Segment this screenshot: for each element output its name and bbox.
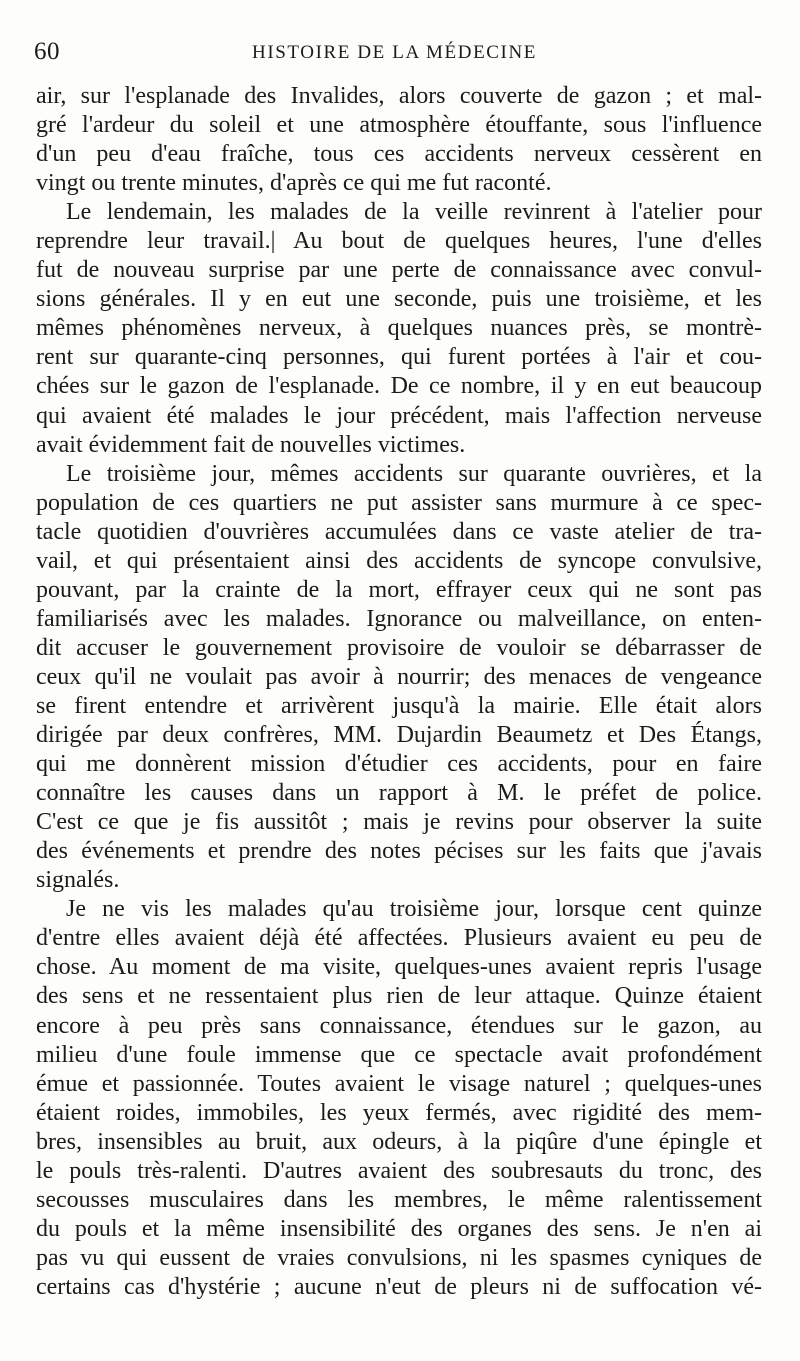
text-line: qui me donnèrent mission d'étudier ces accidents, pour en faire	[36, 751, 762, 778]
text-line: pas vu qui eussent de vraies convulsions, ni les spasmes cyniques de	[36, 1244, 762, 1271]
page-number: 60	[34, 38, 60, 65]
text-line: Le troisième jour, mêmes accidents sur quarante ouvrières, et la	[66, 460, 762, 487]
text-line: rent sur quarante-cinq personnes, qui furent portées à l'air et cou-	[36, 344, 762, 371]
text-line: connaître les causes dans un rapport à M. le préfet de police.	[36, 780, 762, 807]
text-line: se firent entendre et arrivèrent jusqu'à la mairie. Elle était alors	[36, 692, 762, 719]
text-line: vail, et qui présentaient ainsi des accidents de syncope convulsive,	[36, 547, 762, 574]
text-line: encore à peu près sans connaissance, étendues sur le gazon, au	[36, 1012, 762, 1039]
text-line: du pouls et la même insensibilité des organes des sens. Je n'en ai	[36, 1215, 762, 1242]
text-line: chose. Au moment de ma visite, quelques-unes avaient repris l'usage	[36, 954, 762, 981]
text-line: fut de nouveau surprise par une perte de connaissance avec convul-	[36, 257, 762, 284]
text-line: le pouls très-ralenti. D'autres avaient des soubresauts du tronc, des	[36, 1157, 762, 1184]
text-line: bres, insensibles au bruit, aux odeurs, à la piqûre d'une épingle et	[36, 1128, 762, 1155]
text-line: certains cas d'hystérie ; aucune n'eut de pleurs ni de suffocation vé-	[36, 1273, 762, 1300]
text-line: étaient roides, immobiles, les yeux fermés, avec rigidité des mem-	[36, 1099, 762, 1126]
text-line: dit accuser le gouvernement provisoire de vouloir se débarrasser de	[36, 634, 762, 661]
text-line: Le lendemain, les malades de la veille revinrent à l'atelier pour	[66, 199, 762, 226]
text-line: air, sur l'esplanade des Invalides, alors couverte de gazon ; et mal-	[36, 83, 762, 109]
text-line: émue et passionnée. Toutes avaient le visage naturel ; quelques-unes	[36, 1070, 762, 1097]
text-line: qui avaient été malades le jour précédent, mais l'affection nerveuse	[36, 402, 762, 429]
text-line: des sens et ne ressentaient plus rien de leur attaque. Quinze étaient	[36, 983, 762, 1010]
text-line: d'un peu d'eau fraîche, tous ces accidents nerveux cessèrent en	[36, 141, 762, 168]
text-line: avait évidemment fait de nouvelles victimes.	[36, 431, 466, 458]
text-line: pouvant, par la crainte de la mort, effrayer ceux qui ne sont pas	[36, 576, 762, 603]
text-line: reprendre leur travail.| Au bout de quelques heures, l'une d'elles	[36, 228, 762, 255]
text-line: C'est ce que je fis aussitôt ; mais je revins pour observer la suite	[36, 809, 762, 836]
text-line: secousses musculaires dans les membres, le même ralentissement	[36, 1186, 762, 1213]
text-line: Je ne vis les malades qu'au troisième jour, lorsque cent quinze	[66, 896, 762, 923]
text-line: signalés.	[36, 867, 120, 894]
text-line: chées sur le gazon de l'esplanade. De ce nombre, il y en eut beaucoup	[36, 373, 762, 400]
text-line: d'entre elles avaient déjà été affectées. Plusieurs avaient eu peu de	[36, 925, 762, 952]
text-line: mêmes phénomènes nerveux, à quelques nuances près, se montrè-	[36, 315, 762, 342]
running-title: HISTOIRE DE LA MÉDECINE	[252, 42, 538, 63]
text-line: milieu d'une foule immense que ce spectacle avait profondément	[36, 1041, 762, 1068]
body-text	[36, 82, 762, 1302]
text-line: des événements et prendre des notes pécises sur les faits que j'avais	[36, 838, 762, 865]
running-header	[34, 38, 764, 74]
text-line: sions générales. Il y en eut une seconde, puis une troisième, et les	[36, 286, 762, 313]
text-line: ceux qu'il ne voulait pas avoir à nourrir; des menaces de vengeance	[36, 663, 762, 690]
text-line: dirigée par deux confrères, MM. Dujardin Beaumetz et Des Étangs,	[36, 722, 762, 749]
text-line: population de ces quartiers ne put assister sans murmure à ce spec-	[36, 489, 762, 516]
text-line: gré l'ardeur du soleil et une atmosphère étouffante, sous l'influence	[36, 112, 762, 139]
text-line: familiarisés avec les malades. Ignorance ou malveillance, on enten-	[36, 605, 762, 632]
text-line: tacle quotidien d'ouvrières accumulées dans ce vaste atelier de tra-	[36, 518, 762, 545]
text-line: vingt ou trente minutes, d'après ce qui me fut raconté.	[36, 170, 552, 197]
